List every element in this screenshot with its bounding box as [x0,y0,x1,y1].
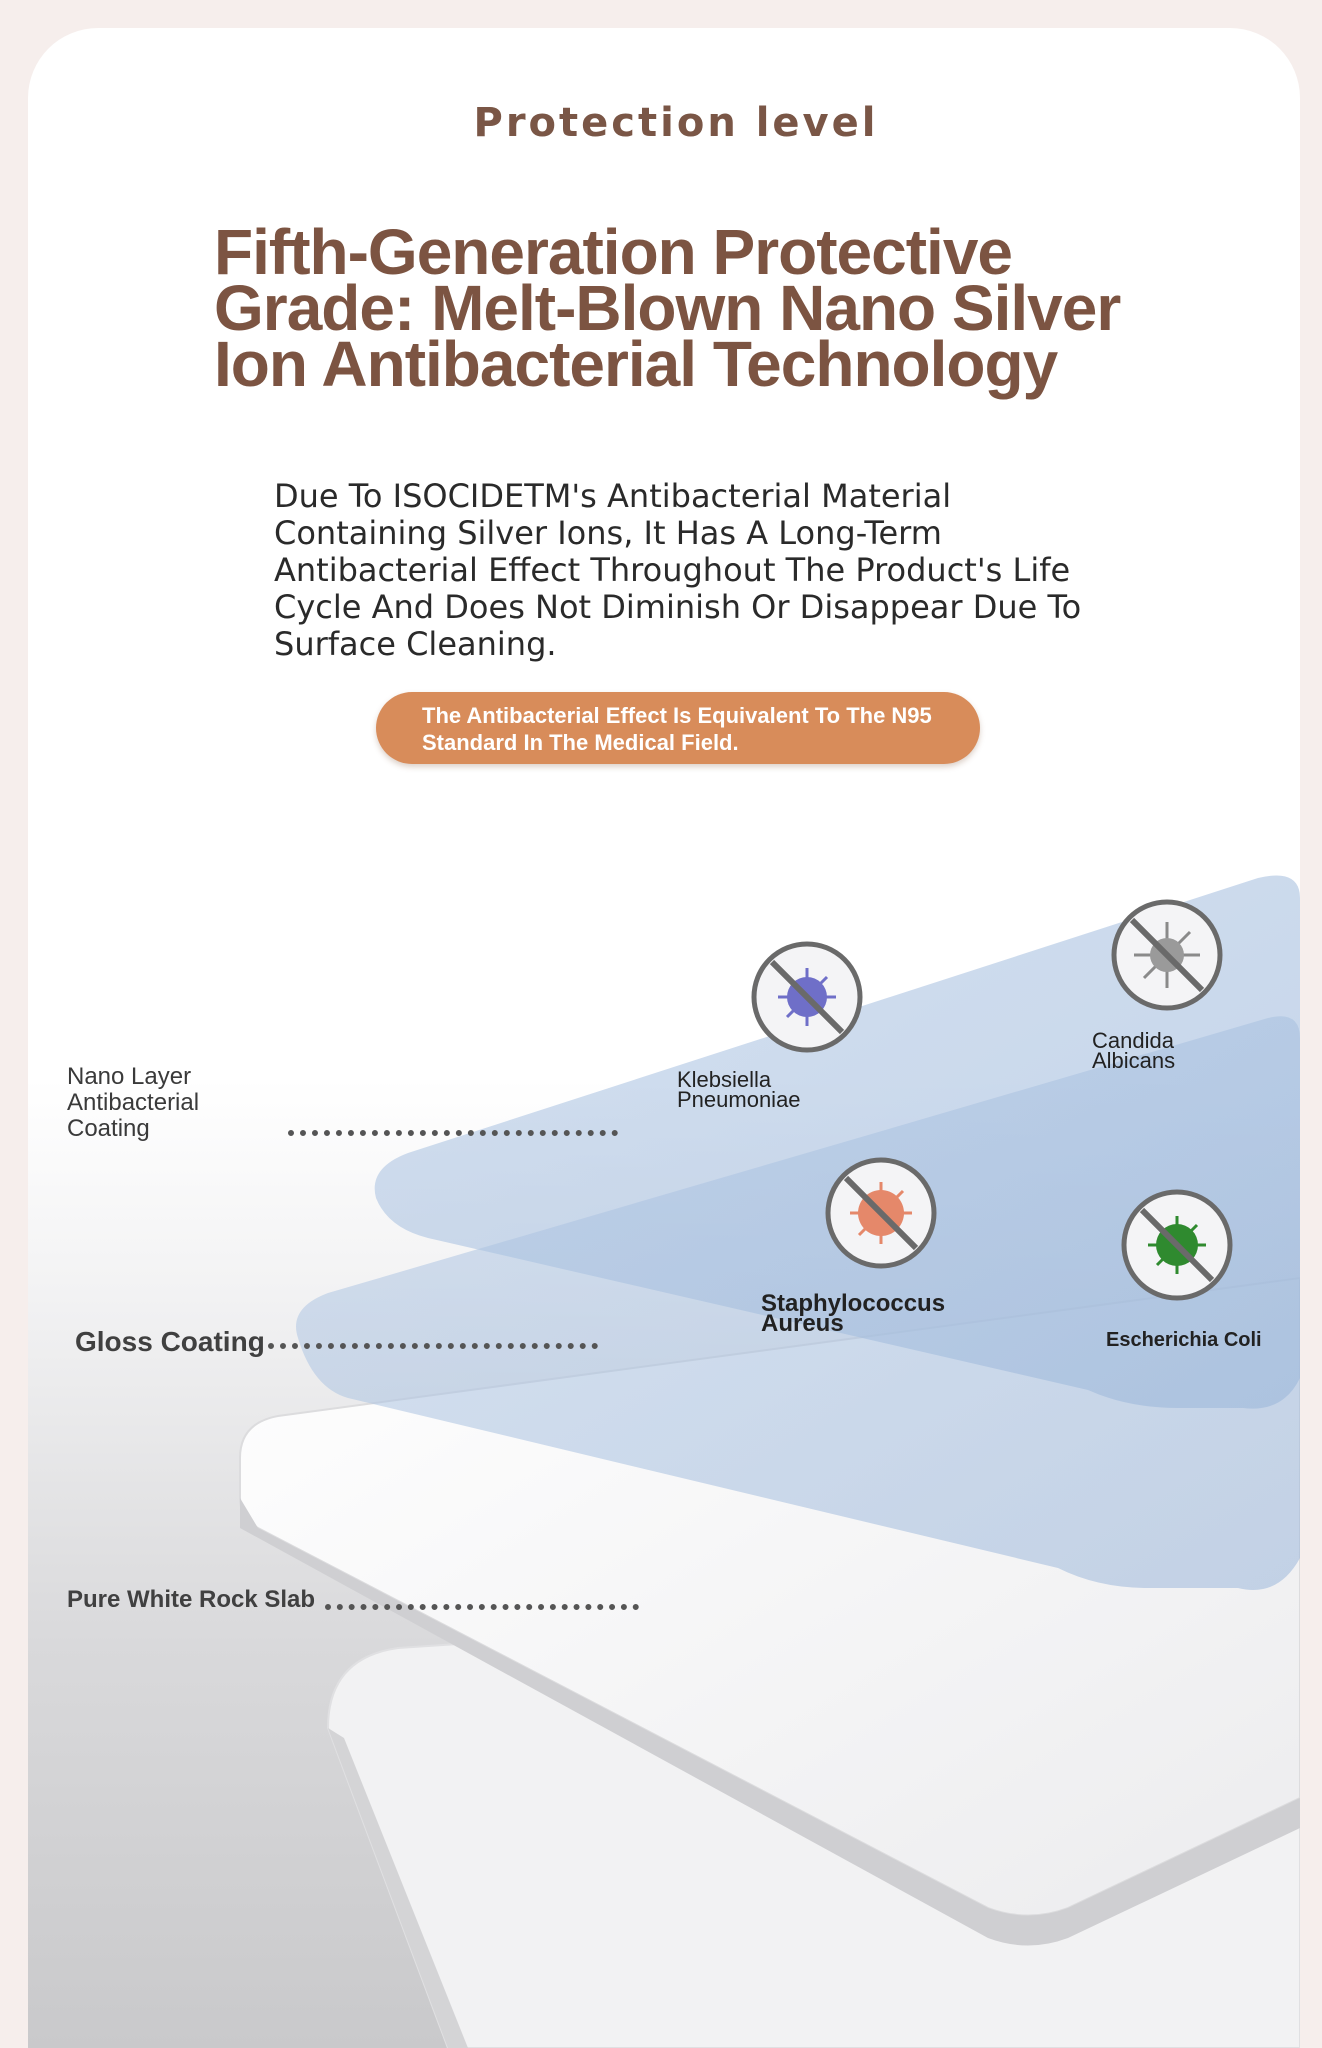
product-card [28,28,1300,2048]
gloss-coating-label: Gloss Coating [75,1326,265,1357]
candida-icon [1110,898,1224,1012]
klebsiella-label: Klebsiella Pneumoniae [677,1067,801,1112]
nano-layer-leader [288,1130,618,1136]
section-subtitle: Protection level [473,100,879,146]
description-text: Due To ISOCIDETM's Antibacterial Material Containing Silver Ions, It Has A Long-Term Antibacterial Effect Throughout The Product's Life Cycle And Does Not Diminish Or Disappear Due To Surface Cleaning. [274,477,1082,663]
candida-label: Candida Albicans [1092,1028,1176,1073]
rock-slab-leader [325,1604,639,1610]
gloss-coating-leader [268,1343,598,1349]
nano-layer-label: Nano Layer Antibacterial Coating [67,1063,200,1142]
escherichia-label: Escherichia Coli [1106,1329,1262,1351]
n95-badge [376,692,980,764]
escherichia-icon [1120,1188,1234,1302]
rock-slab-label: Pure White Rock Slab [67,1586,316,1613]
page-title: Fifth-Generation Protective Grade: Melt-Blown Nano Silver Ion Antibacterial Technology [214,216,1121,400]
staphylococcus-label: Staphylococcus Aureus [761,1290,946,1337]
staphylococcus-icon [824,1156,938,1270]
n95-badge-text: The Antibacterial Effect Is Equivalent To The N95 Standard In The Medical Field. [422,703,932,755]
klebsiella-icon [750,940,864,1054]
